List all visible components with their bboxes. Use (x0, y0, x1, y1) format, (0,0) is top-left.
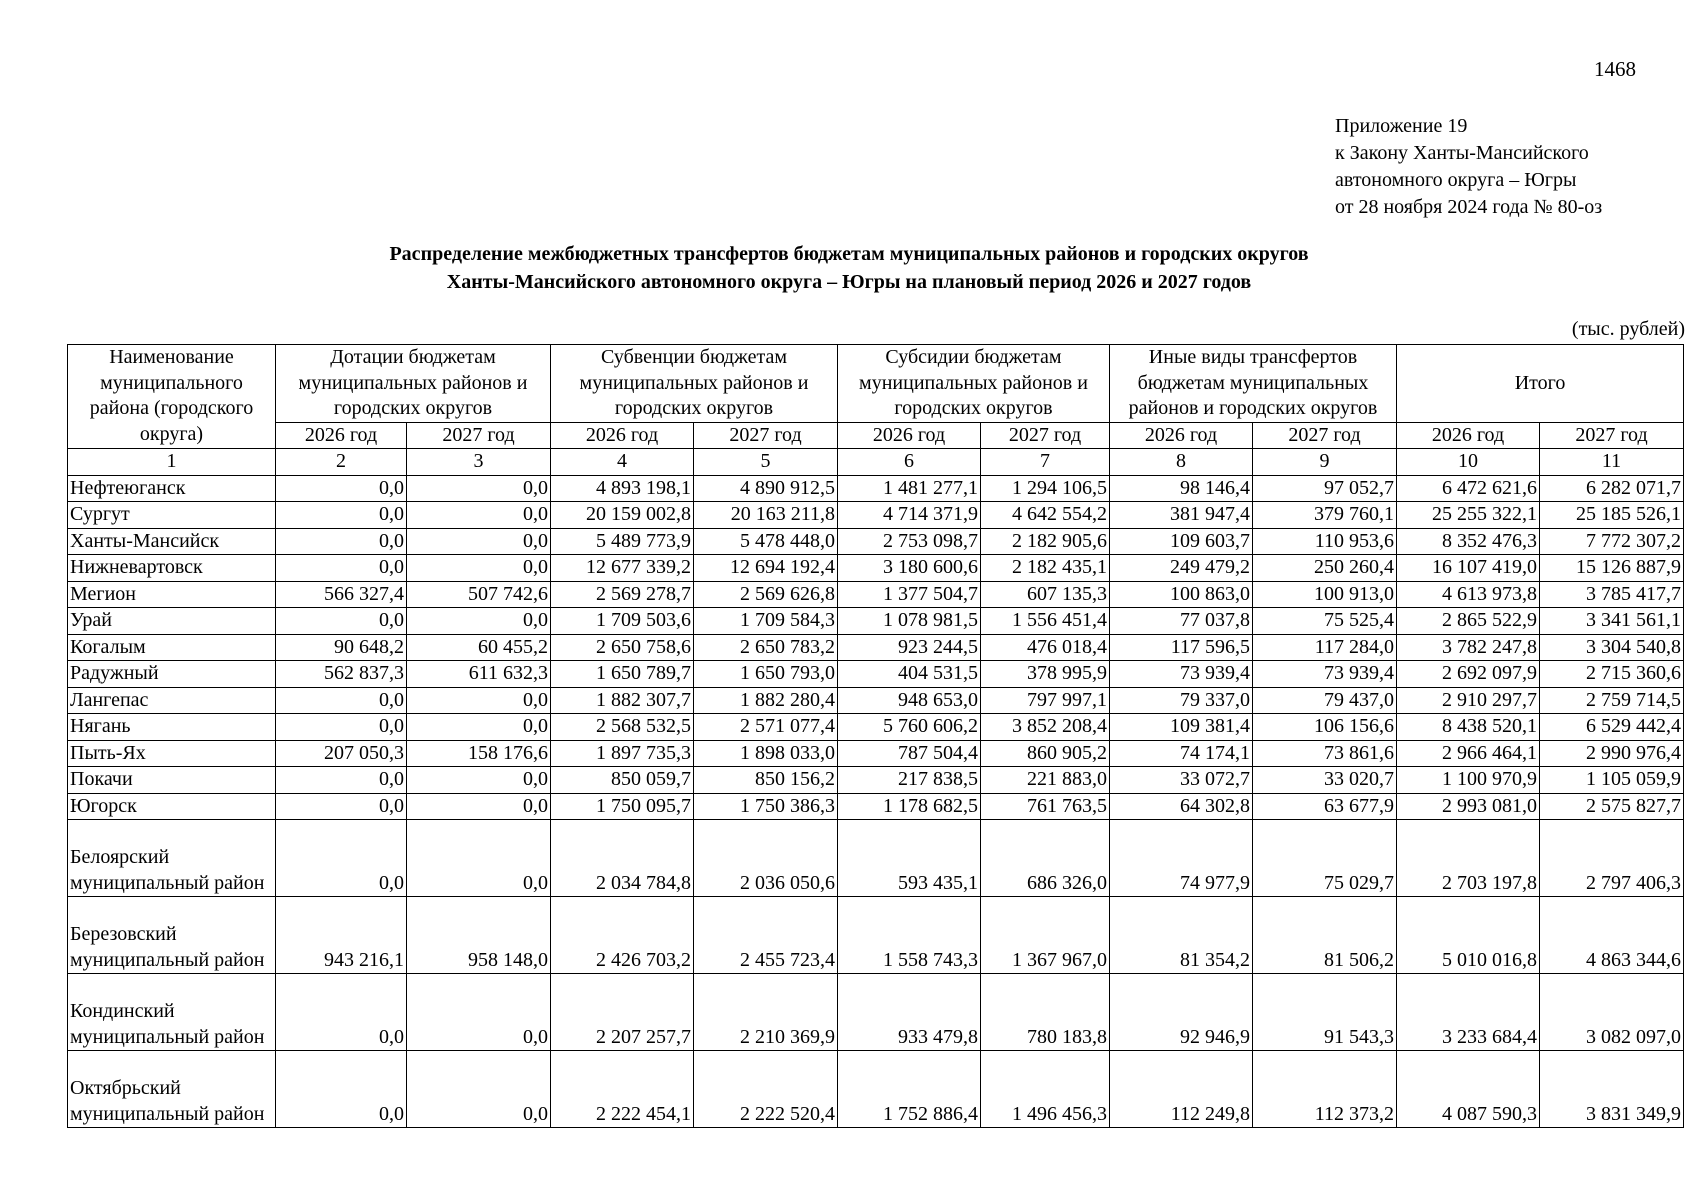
appendix-line: к Закону Ханты-Мансийского (1335, 142, 1589, 164)
table-row (68, 661, 1684, 688)
column-number-row (68, 449, 1684, 476)
value-cell: 112 249,8 (1110, 1051, 1253, 1128)
value-cell: 2 569 626,8 (694, 581, 838, 608)
value-cell: 207 050,3 (276, 740, 407, 767)
value-cell: 3 785 417,7 (1540, 581, 1684, 608)
value-cell: 3 831 349,9 (1540, 1051, 1684, 1128)
value-cell: 850 059,7 (551, 767, 694, 794)
value-cell: 860 905,2 (981, 740, 1110, 767)
municipality-name: Нижневартовск (68, 555, 276, 582)
value-cell: 2 222 454,1 (551, 1051, 694, 1128)
value-cell: 1 897 735,3 (551, 740, 694, 767)
value-cell: 0,0 (276, 502, 407, 529)
value-cell: 91 543,3 (1253, 974, 1397, 1051)
municipality-name: Мегион (68, 581, 276, 608)
value-cell: 507 742,6 (407, 581, 551, 608)
value-cell: 2 797 406,3 (1540, 820, 1684, 897)
value-cell: 97 052,7 (1253, 475, 1397, 502)
value-cell: 1 882 280,4 (694, 687, 838, 714)
header-group-dotations: Дотации бюджетам муниципальных районов и городских округов (276, 345, 551, 423)
value-cell: 20 163 211,8 (694, 502, 838, 529)
value-cell: 98 146,4 (1110, 475, 1253, 502)
value-cell: 2 222 520,4 (694, 1051, 838, 1128)
value-cell: 0,0 (276, 608, 407, 635)
value-cell: 0,0 (407, 475, 551, 502)
value-cell: 2 703 197,8 (1397, 820, 1540, 897)
appendix-line: от 28 ноября 2024 года № 80-оз (1335, 196, 1603, 218)
value-cell: 60 455,2 (407, 634, 551, 661)
value-cell: 33 020,7 (1253, 767, 1397, 794)
value-cell: 79 337,0 (1110, 687, 1253, 714)
value-cell: 943 216,1 (276, 897, 407, 974)
value-cell: 1 556 451,4 (981, 608, 1110, 635)
value-cell: 0,0 (407, 767, 551, 794)
value-cell: 0,0 (276, 555, 407, 582)
value-cell: 217 838,5 (838, 767, 981, 794)
value-cell: 2 865 522,9 (1397, 608, 1540, 635)
value-cell: 2 759 714,5 (1540, 687, 1684, 714)
value-cell: 1 367 967,0 (981, 897, 1110, 974)
value-cell: 117 284,0 (1253, 634, 1397, 661)
table-row (68, 634, 1684, 661)
value-cell: 1 294 106,5 (981, 475, 1110, 502)
value-cell: 4 714 371,9 (838, 502, 981, 529)
value-cell: 4 863 344,6 (1540, 897, 1684, 974)
value-cell: 1 752 886,4 (838, 1051, 981, 1128)
header-name: Наименование муниципального района (городского округа) (68, 345, 276, 449)
column-number: 1 (68, 449, 276, 476)
value-cell: 0,0 (276, 1051, 407, 1128)
municipality-name: Кондинский муниципальный район (68, 974, 276, 1051)
value-cell: 0,0 (276, 767, 407, 794)
value-cell: 109 603,7 (1110, 528, 1253, 555)
value-cell: 381 947,4 (1110, 502, 1253, 529)
value-cell: 79 437,0 (1253, 687, 1397, 714)
value-cell: 74 977,9 (1110, 820, 1253, 897)
value-cell: 6 472 621,6 (1397, 475, 1540, 502)
value-cell: 0,0 (407, 714, 551, 741)
value-cell: 566 327,4 (276, 581, 407, 608)
value-cell: 1 105 059,9 (1540, 767, 1684, 794)
value-cell: 250 260,4 (1253, 555, 1397, 582)
value-cell: 2 966 464,1 (1397, 740, 1540, 767)
title-line: Ханты-Мансийского автономного округа – Югры на плановый период 2026 и 2027 годов (446, 271, 1252, 293)
value-cell: 2 426 703,2 (551, 897, 694, 974)
value-cell: 3 341 561,1 (1540, 608, 1684, 635)
value-cell: 2 993 081,0 (1397, 793, 1540, 820)
value-cell: 12 694 192,4 (694, 555, 838, 582)
value-cell: 1 650 789,7 (551, 661, 694, 688)
table-row (68, 714, 1684, 741)
value-cell: 25 185 526,1 (1540, 502, 1684, 529)
value-cell: 4 642 554,2 (981, 502, 1110, 529)
value-cell: 5 489 773,9 (551, 528, 694, 555)
units-label: (тыс. рублей) (1571, 318, 1685, 340)
value-cell: 117 596,5 (1110, 634, 1253, 661)
municipality-name: Нягань (68, 714, 276, 741)
value-cell: 1 377 504,7 (838, 581, 981, 608)
municipality-name: Урай (68, 608, 276, 635)
value-cell: 106 156,6 (1253, 714, 1397, 741)
value-cell: 64 302,8 (1110, 793, 1253, 820)
value-cell: 158 176,6 (407, 740, 551, 767)
value-cell: 787 504,4 (838, 740, 981, 767)
header-year: 2027 год (981, 422, 1110, 449)
document-title (68, 240, 1630, 296)
value-cell: 379 760,1 (1253, 502, 1397, 529)
value-cell: 110 953,6 (1253, 528, 1397, 555)
municipality-name: Нефтеюганск (68, 475, 276, 502)
value-cell: 4 613 973,8 (1397, 581, 1540, 608)
value-cell: 0,0 (276, 714, 407, 741)
header-year: 2026 год (551, 422, 694, 449)
table-row (68, 581, 1684, 608)
value-cell: 2 692 097,9 (1397, 661, 1540, 688)
value-cell: 1 898 033,0 (694, 740, 838, 767)
value-cell: 1 750 095,7 (551, 793, 694, 820)
value-cell: 0,0 (276, 475, 407, 502)
value-cell: 2 182 905,6 (981, 528, 1110, 555)
value-cell: 2 571 077,4 (694, 714, 838, 741)
table-row (68, 555, 1684, 582)
value-cell: 1 481 277,1 (838, 475, 981, 502)
value-cell: 686 326,0 (981, 820, 1110, 897)
value-cell: 1 178 682,5 (838, 793, 981, 820)
value-cell: 0,0 (276, 820, 407, 897)
value-cell: 0,0 (276, 974, 407, 1051)
column-number: 8 (1110, 449, 1253, 476)
column-number: 7 (981, 449, 1110, 476)
value-cell: 1 750 386,3 (694, 793, 838, 820)
municipality-name: Белоярский муниципальный район (68, 820, 276, 897)
value-cell: 73 939,4 (1110, 661, 1253, 688)
value-cell: 3 852 208,4 (981, 714, 1110, 741)
municipality-name: Березовский муниципальный район (68, 897, 276, 974)
value-cell: 77 037,8 (1110, 608, 1253, 635)
value-cell: 3 082 097,0 (1540, 974, 1684, 1051)
municipality-name: Югорск (68, 793, 276, 820)
column-number: 9 (1253, 449, 1397, 476)
municipality-name: Октябрьский муниципальный район (68, 1051, 276, 1128)
value-cell: 0,0 (407, 974, 551, 1051)
value-cell: 850 156,2 (694, 767, 838, 794)
value-cell: 933 479,8 (838, 974, 981, 1051)
value-cell: 1 100 970,9 (1397, 767, 1540, 794)
appendix-line: Приложение 19 (1335, 115, 1468, 137)
table-row (68, 608, 1684, 635)
value-cell: 75 029,7 (1253, 820, 1397, 897)
value-cell: 100 913,0 (1253, 581, 1397, 608)
value-cell: 2 455 723,4 (694, 897, 838, 974)
appendix-reference (1335, 113, 1602, 221)
value-cell: 6 282 071,7 (1540, 475, 1684, 502)
value-cell: 81 354,2 (1110, 897, 1253, 974)
value-cell: 92 946,9 (1110, 974, 1253, 1051)
value-cell: 0,0 (407, 608, 551, 635)
value-cell: 607 135,3 (981, 581, 1110, 608)
value-cell: 1 558 743,3 (838, 897, 981, 974)
municipality-name: Радужный (68, 661, 276, 688)
value-cell: 0,0 (407, 793, 551, 820)
value-cell: 221 883,0 (981, 767, 1110, 794)
column-number: 4 (551, 449, 694, 476)
value-cell: 109 381,4 (1110, 714, 1253, 741)
municipality-name: Ханты-Мансийск (68, 528, 276, 555)
value-cell: 90 648,2 (276, 634, 407, 661)
table-row (68, 820, 1684, 897)
value-cell: 780 183,8 (981, 974, 1110, 1051)
value-cell: 2 990 976,4 (1540, 740, 1684, 767)
value-cell: 1 650 793,0 (694, 661, 838, 688)
value-cell: 2 650 758,6 (551, 634, 694, 661)
header-group-total: Итого (1397, 345, 1684, 423)
header-year: 2026 год (838, 422, 981, 449)
value-cell: 112 373,2 (1253, 1051, 1397, 1128)
header-group-subsidies: Субсидии бюджетам муниципальных районов и городских округов (838, 345, 1110, 423)
municipality-name: Когалым (68, 634, 276, 661)
value-cell: 16 107 419,0 (1397, 555, 1540, 582)
value-cell: 948 653,0 (838, 687, 981, 714)
value-cell: 100 863,0 (1110, 581, 1253, 608)
table-row (68, 974, 1684, 1051)
value-cell: 562 837,3 (276, 661, 407, 688)
value-cell: 73 939,4 (1253, 661, 1397, 688)
value-cell: 404 531,5 (838, 661, 981, 688)
header-group-subventions: Субвенции бюджетам муниципальных районов и городских округов (551, 345, 838, 423)
value-cell: 593 435,1 (838, 820, 981, 897)
header-group-other-transfers: Иные виды трансфертов бюджетам муниципальных районов и городских округов (1110, 345, 1397, 423)
value-cell: 2 569 278,7 (551, 581, 694, 608)
value-cell: 0,0 (407, 1051, 551, 1128)
table-row (68, 793, 1684, 820)
title-line: Распределение межбюджетных трансфертов бюджетам муниципальных районов и городских округов (389, 243, 1309, 265)
value-cell: 74 174,1 (1110, 740, 1253, 767)
value-cell: 923 244,5 (838, 634, 981, 661)
header-year: 2026 год (1397, 422, 1540, 449)
value-cell: 81 506,2 (1253, 897, 1397, 974)
column-number: 2 (276, 449, 407, 476)
municipality-name: Сургут (68, 502, 276, 529)
value-cell: 2 182 435,1 (981, 555, 1110, 582)
value-cell: 611 632,3 (407, 661, 551, 688)
value-cell: 8 438 520,1 (1397, 714, 1540, 741)
table-body (68, 475, 1684, 1128)
value-cell: 2 715 360,6 (1540, 661, 1684, 688)
value-cell: 6 529 442,4 (1540, 714, 1684, 741)
value-cell: 12 677 339,2 (551, 555, 694, 582)
value-cell: 8 352 476,3 (1397, 528, 1540, 555)
value-cell: 5 478 448,0 (694, 528, 838, 555)
value-cell: 0,0 (407, 528, 551, 555)
value-cell: 20 159 002,8 (551, 502, 694, 529)
table-row (68, 475, 1684, 502)
value-cell: 2 650 783,2 (694, 634, 838, 661)
value-cell: 4 890 912,5 (694, 475, 838, 502)
value-cell: 4 087 590,3 (1397, 1051, 1540, 1128)
value-cell: 3 233 684,4 (1397, 974, 1540, 1051)
value-cell: 2 753 098,7 (838, 528, 981, 555)
value-cell: 75 525,4 (1253, 608, 1397, 635)
value-cell: 1 496 456,3 (981, 1051, 1110, 1128)
value-cell: 1 882 307,7 (551, 687, 694, 714)
header-year: 2026 год (1110, 422, 1253, 449)
value-cell: 0,0 (276, 687, 407, 714)
value-cell: 249 479,2 (1110, 555, 1253, 582)
value-cell: 2 575 827,7 (1540, 793, 1684, 820)
value-cell: 2 036 050,6 (694, 820, 838, 897)
transfers-table (67, 344, 1684, 1128)
value-cell: 797 997,1 (981, 687, 1110, 714)
value-cell: 761 763,5 (981, 793, 1110, 820)
value-cell: 2 568 532,5 (551, 714, 694, 741)
appendix-line: автономного округа – Югры (1335, 169, 1577, 191)
table-row (68, 767, 1684, 794)
value-cell: 2 207 257,7 (551, 974, 694, 1051)
value-cell: 1 709 503,6 (551, 608, 694, 635)
value-cell: 2 210 369,9 (694, 974, 838, 1051)
value-cell: 33 072,7 (1110, 767, 1253, 794)
value-cell: 4 893 198,1 (551, 475, 694, 502)
value-cell: 0,0 (407, 820, 551, 897)
table-row (68, 502, 1684, 529)
header-year: 2027 год (1540, 422, 1684, 449)
value-cell: 5 760 606,2 (838, 714, 981, 741)
municipality-name: Пыть-Ях (68, 740, 276, 767)
value-cell: 1 078 981,5 (838, 608, 981, 635)
value-cell: 2 034 784,8 (551, 820, 694, 897)
value-cell: 15 126 887,9 (1540, 555, 1684, 582)
table-row (68, 528, 1684, 555)
value-cell: 25 255 322,1 (1397, 502, 1540, 529)
column-number: 10 (1397, 449, 1540, 476)
value-cell: 378 995,9 (981, 661, 1110, 688)
value-cell: 0,0 (407, 555, 551, 582)
value-cell: 0,0 (407, 502, 551, 529)
header-year: 2027 год (694, 422, 838, 449)
table-row (68, 687, 1684, 714)
value-cell: 1 709 584,3 (694, 608, 838, 635)
municipality-name: Покачи (68, 767, 276, 794)
header-year: 2026 год (276, 422, 407, 449)
column-number: 3 (407, 449, 551, 476)
table-row (68, 1051, 1684, 1128)
value-cell: 3 180 600,6 (838, 555, 981, 582)
header-year: 2027 год (407, 422, 551, 449)
value-cell: 5 010 016,8 (1397, 897, 1540, 974)
table-row (68, 740, 1684, 767)
table-row (68, 897, 1684, 974)
municipality-name: Лангепас (68, 687, 276, 714)
value-cell: 73 861,6 (1253, 740, 1397, 767)
value-cell: 476 018,4 (981, 634, 1110, 661)
value-cell: 0,0 (276, 793, 407, 820)
column-number: 11 (1540, 449, 1684, 476)
value-cell: 2 910 297,7 (1397, 687, 1540, 714)
value-cell: 3 782 247,8 (1397, 634, 1540, 661)
header-year: 2027 год (1253, 422, 1397, 449)
column-number: 5 (694, 449, 838, 476)
value-cell: 0,0 (407, 687, 551, 714)
value-cell: 958 148,0 (407, 897, 551, 974)
column-number: 6 (838, 449, 981, 476)
value-cell: 0,0 (276, 528, 407, 555)
value-cell: 63 677,9 (1253, 793, 1397, 820)
value-cell: 7 772 307,2 (1540, 528, 1684, 555)
page-number: 1468 (1594, 57, 1636, 81)
value-cell: 3 304 540,8 (1540, 634, 1684, 661)
